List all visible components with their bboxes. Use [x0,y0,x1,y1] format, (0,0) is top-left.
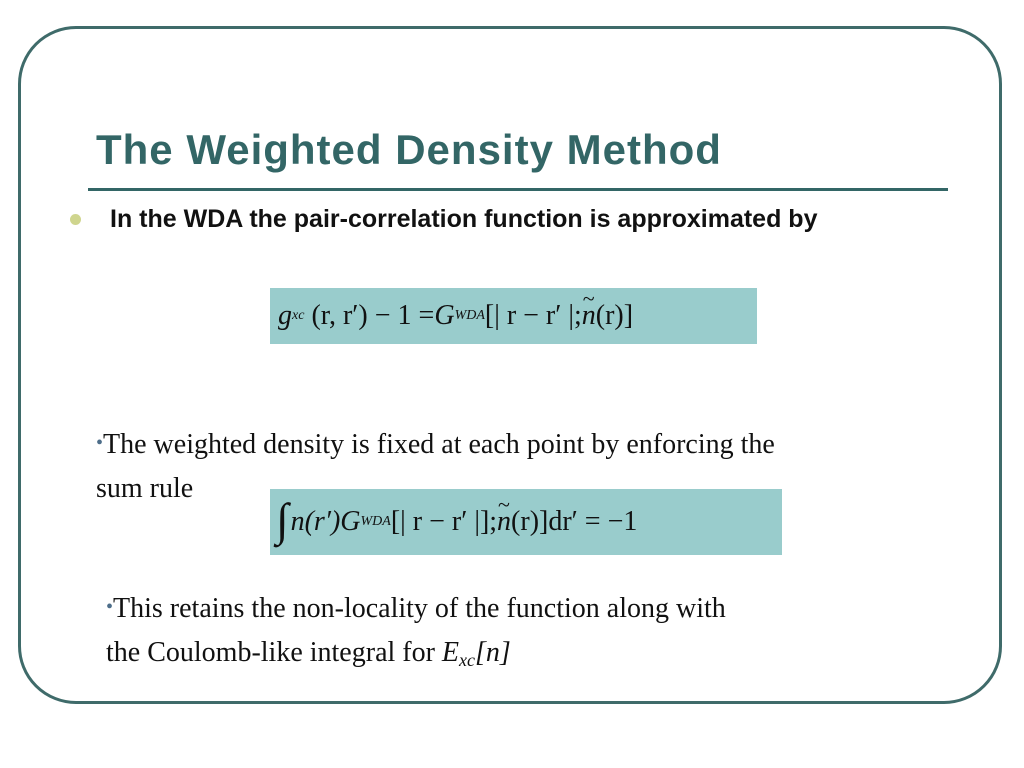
sub-bullet-icon: • [96,432,104,454]
eq1-bracket-open: [| r − r′ |; [484,300,582,331]
title-underline [88,188,948,191]
eq2-G: G [340,506,361,537]
eq1-n-tilde: ~ n [582,300,596,332]
bullet-text: In the WDA the pair-correlation function is approximated by [110,205,818,233]
para2-xc-subscript: xc [459,650,476,670]
integral-icon: ∫ [276,494,289,545]
para1-line2: sum rule [96,473,194,504]
paragraph-non-locality [106,588,966,681]
equation-sum-rule [270,489,782,555]
para2-line2: the Coulomb-like integral for [106,637,442,668]
para1-line1: The weighted density is fixed at each point by enforcing the [103,429,775,460]
bullet-dot-icon [70,214,81,225]
eq2-tail: (r)]dr′ = −1 [511,506,638,537]
eq1-xc-subscript: xc [292,308,305,323]
eq1-g: g [278,300,292,331]
eq1-bracket-close: (r)] [595,300,634,331]
eq2-wda-superscript: WDA [360,514,391,529]
eq1-G: G [434,300,455,331]
eq2-n-r: n(r′) [290,506,341,537]
eq1-wda-superscript: WDA [454,308,485,323]
eq2-bracket-open: [| r − r′ |]; [390,506,498,537]
slide-title: The Weighted Density Method [96,126,722,173]
equation-pair-correlation [270,288,757,344]
para2-E: E [441,637,460,668]
eq2-n-tilde: ~ n [497,506,511,538]
eq1-args: (r, r′) − 1 = [311,300,435,331]
sub-bullet-icon: • [106,596,114,618]
para2-line1: This retains the non-locality of the function along with [113,593,726,624]
para2-n-arg: [n] [475,637,511,668]
